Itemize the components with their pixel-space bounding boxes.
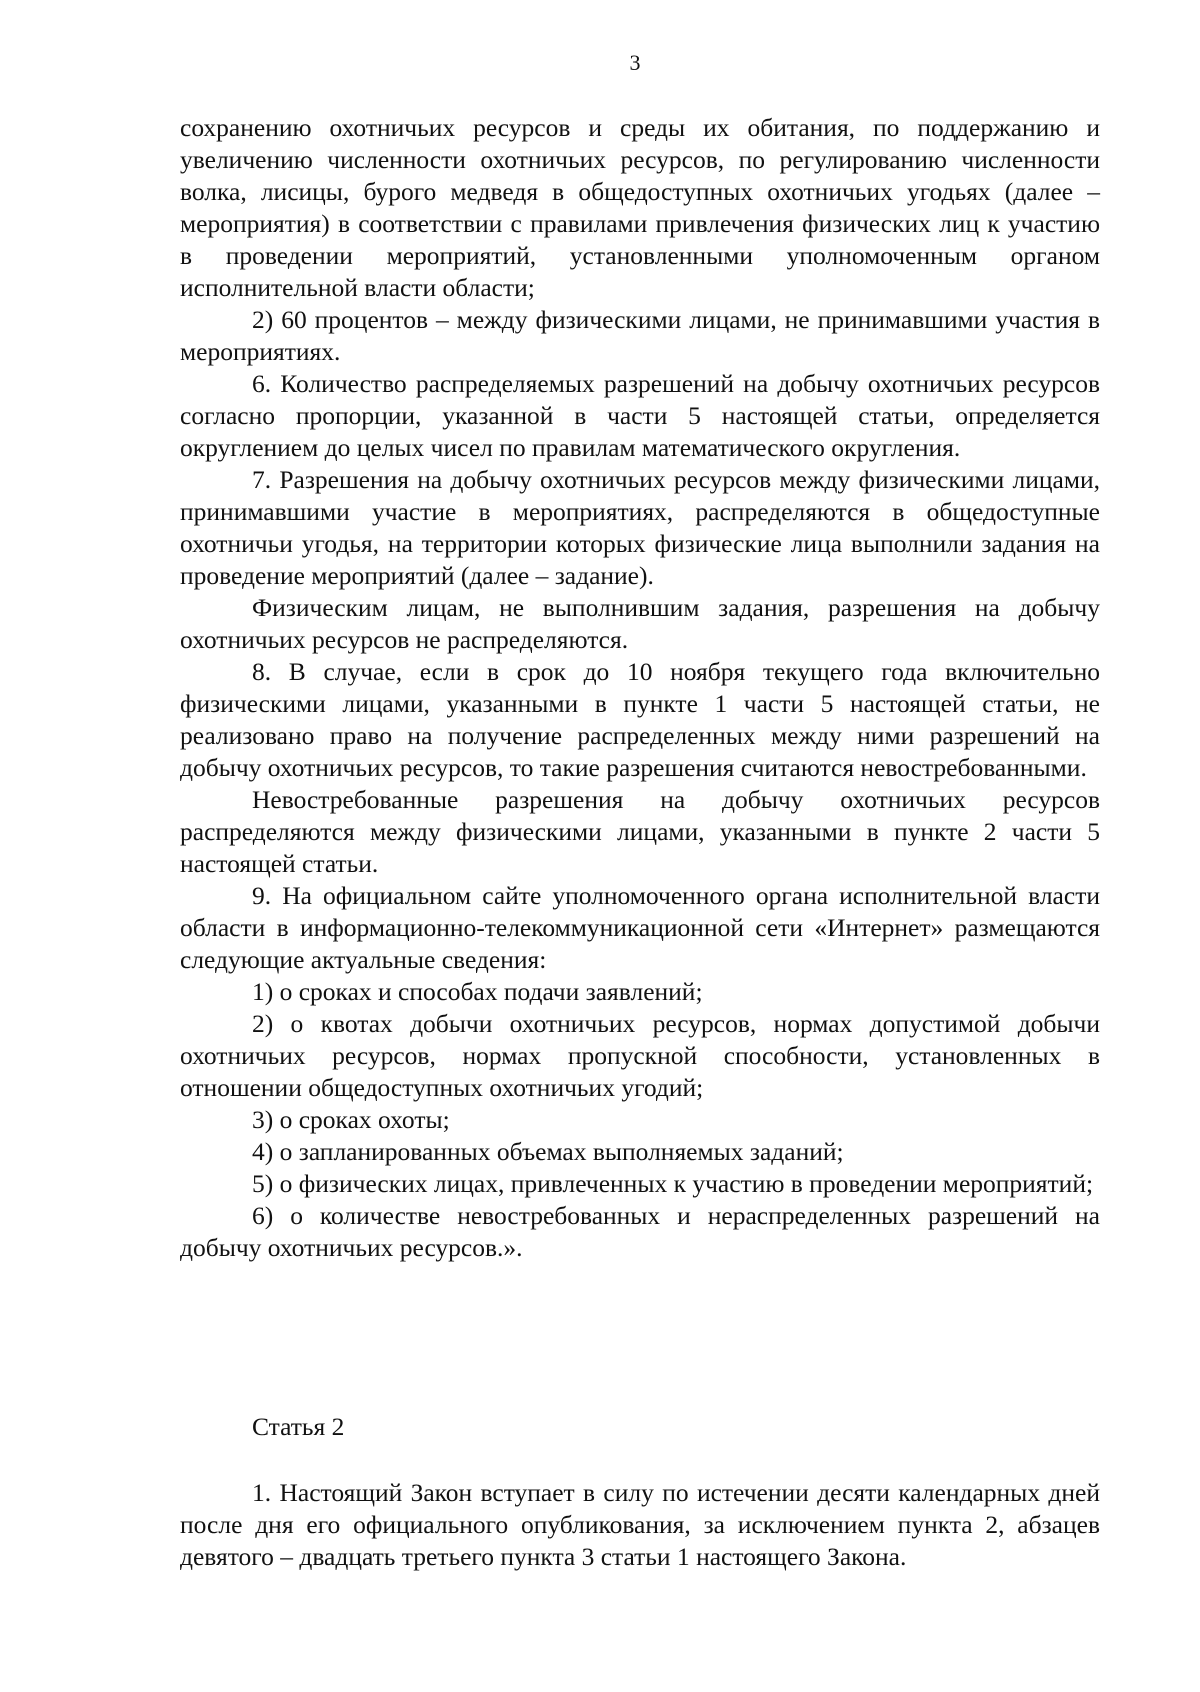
list-item-2: 2) о квотах добычи охотничьих ресурсов, нормах допустимой добычи охотничьих ресурсов, нормах пропускной способности, установленных в отношении общедоступных охотничьих угодий; xyxy=(180,1009,1100,1102)
paragraph-6: 6. Количество распределяемых разрешений на добычу охотничьих ресурсов согласно пропорции, указанной в части 5 настоящей статьи, определяется округлением до целых чисел по правилам математического округления. xyxy=(180,369,1100,462)
article-body xyxy=(180,1477,1100,1573)
article-paragraph-1: 1. Настоящий Закон вступает в силу по истечении десяти календарных дней после дня его официального опубликования, за исключением пункта 2, абзацев девятого – двадцать третьего пункта 3 статьи 1 настоящего Закона. xyxy=(180,1478,1100,1571)
paragraph-9: 9. На официальном сайте уполномоченного органа исполнительной власти области в информационно-телекоммуникационной сети «Интернет» размещаются следующие актуальные сведения: xyxy=(180,881,1100,974)
list-item-3: 3) о сроках охоты; xyxy=(252,1105,450,1134)
article-heading: Статья 2 xyxy=(252,1412,345,1441)
list-item-6: 6) о количестве невостребованных и нераспределенных разрешений на добычу охотничьих ресурсов.». xyxy=(180,1201,1100,1262)
paragraph-8: 8. В случае, если в срок до 10 ноября текущего года включительно физическими лицами, указанными в пункте 1 части 5 настоящей статьи, не реализовано право на получение распределенных между ними разрешений на добычу охотничьих ресурсов, то такие разрешения считаются невостребованными. xyxy=(180,657,1100,782)
document-body xyxy=(180,112,1100,1264)
paragraph-8-continued: Невостребованные разрешения на добычу охотничьих ресурсов распределяются между физическими лицами, указанными в пункте 2 части 5 настоящей статьи. xyxy=(180,785,1100,878)
paragraph-continuation: сохранению охотничьих ресурсов и среды их обитания, по поддержанию и увеличению численности охотничьих ресурсов, по регулированию численности волка, лисицы, бурого медведя в общедоступных охотничьих угодьях (далее – мероприятия) в соответствии с правилами привлечения физических лиц к участию в проведении мероприятий, установленными уполномоченным органом исполнительной власти области; xyxy=(180,113,1100,302)
page-number: 3 xyxy=(629,50,641,75)
list-item-1: 1) о сроках и способах подачи заявлений; xyxy=(252,977,703,1006)
list-item-5: 5) о физических лицах, привлеченных к участию в проведении мероприятий; xyxy=(252,1169,1094,1198)
paragraph-item-2: 2) 60 процентов – между физическими лицами, не принимавшими участия в мероприятиях. xyxy=(180,305,1100,366)
paragraph-7-continued: Физическим лицам, не выполнившим задания, разрешения на добычу охотничьих ресурсов не распределяются. xyxy=(180,593,1100,654)
paragraph-7: 7. Разрешения на добычу охотничьих ресурсов между физическими лицами, принимавшими участие в мероприятиях, распределяются в общедоступные охотничьи угодья, на территории которых физические лица выполнили задания на проведение мероприятий (далее – задание). xyxy=(180,465,1100,590)
list-item-4: 4) о запланированных объемах выполняемых заданий; xyxy=(252,1137,844,1166)
